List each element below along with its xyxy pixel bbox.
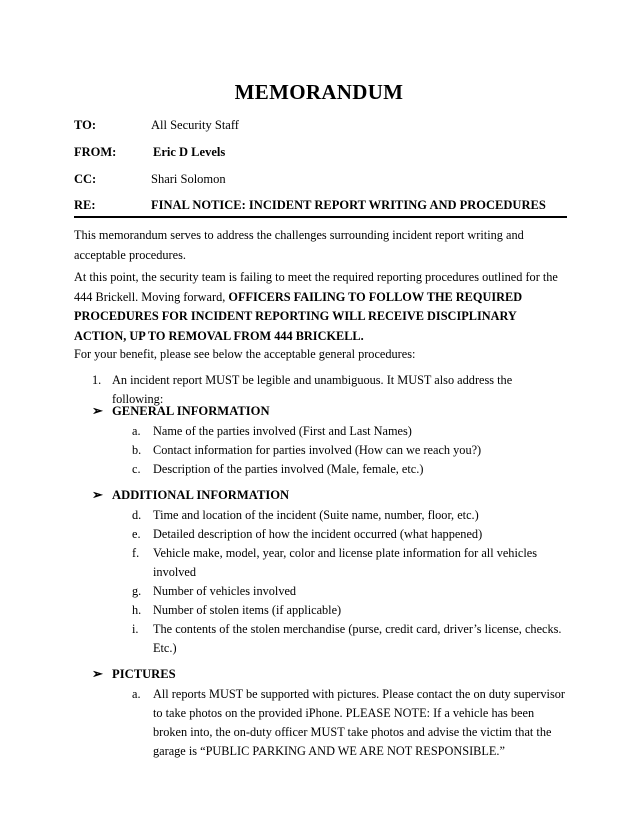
header-from	[74, 145, 574, 163]
header-cc-label: CC:	[74, 172, 97, 186]
list-item-text: All reports MUST be supported with pictures. Please contact the on duty supervisor to take photos on the provided iPhone. PLEASE NOTE: If a vehicle has been broken into, the on-duty officer MUST take photos and advise the victim that the garage is “PUBLIC PARKING AND WE ARE NOT RESPONSIBLE.”	[153, 687, 565, 758]
section-pictures-heading	[92, 666, 176, 684]
list-item-text: Name of the parties involved (First and Last Names)	[153, 424, 412, 438]
list-item-text: Number of stolen items (if applicable)	[153, 603, 342, 617]
list-item-letter: b.	[132, 443, 142, 457]
section-pictures-title: PICTURES	[112, 667, 176, 681]
header-re-value: FINAL NOTICE: INCIDENT REPORT WRITING AND PROCEDURES	[151, 198, 546, 212]
list-item-letter: h.	[132, 603, 142, 617]
section-general-title: GENERAL INFORMATION	[112, 404, 270, 418]
list-item-letter: i.	[132, 622, 139, 636]
arrow-bullet-icon: ➢	[92, 487, 103, 502]
notice-paragraph	[74, 268, 568, 346]
section-additional-heading	[92, 487, 289, 505]
header-to-value: All Security Staff	[151, 118, 239, 132]
header-re	[74, 198, 574, 216]
list-item-letter: a.	[132, 424, 141, 438]
list-item-text: Detailed description of how the incident occurred (what happened)	[153, 527, 483, 541]
arrow-bullet-icon: ➢	[92, 403, 103, 418]
arrow-bullet-icon: ➢	[92, 666, 103, 681]
list-item-letter: c.	[132, 462, 141, 476]
header-to	[74, 118, 574, 136]
list-item-text: Number of vehicles involved	[153, 584, 297, 598]
header-cc	[74, 172, 574, 190]
list-item-text: Description of the parties involved (Male, female, etc.)	[153, 462, 424, 476]
benefit-paragraph: For your benefit, please see below the acceptable general procedures:	[74, 347, 416, 361]
list-item-letter: e.	[132, 527, 141, 541]
list-item-letter: d.	[132, 508, 142, 522]
notice-plain-text: At this point, the security team is failing to meet the required reporting procedures outlined for the 444 Brickell. Moving forward,	[74, 270, 558, 304]
intro-paragraph: This memorandum serves to address the challenges surrounding incident report writing and acceptable procedures.	[74, 228, 524, 262]
list-item-letter: g.	[132, 584, 142, 598]
section-additional-title: ADDITIONAL INFORMATION	[112, 488, 290, 502]
list-item-letter: a.	[132, 687, 141, 701]
list-item-letter: f.	[132, 546, 140, 560]
header-from-label: FROM:	[74, 145, 117, 159]
list-item-text: Vehicle make, model, year, color and license plate information for all vehicles involved	[153, 546, 537, 579]
list-item-1-text: An incident report MUST be legible and unambiguous. It MUST also address the following:	[112, 373, 513, 406]
header-divider	[74, 216, 567, 218]
list-item-1-number: 1.	[92, 373, 102, 387]
header-to-label: TO:	[74, 118, 96, 132]
list-item-text: The contents of the stolen merchandise (purse, credit card, driver’s license, checks. Etc.)	[153, 622, 562, 655]
list-item-text: Time and location of the incident (Suite name, number, floor, etc.)	[153, 508, 479, 522]
header-from-value: Eric D Levels	[153, 145, 226, 159]
list-item-text: Contact information for parties involved (How can we reach you?)	[153, 443, 482, 457]
header-re-label: RE:	[74, 198, 96, 212]
header-cc-value: Shari Solomon	[151, 172, 226, 186]
memo-title: MEMORANDUM	[234, 80, 404, 104]
notice-bold-text: OFFICERS FAILING TO FOLLOW THE REQUIRED PROCEDURES FOR INCIDENT REPORTING WILL RECEIVE DISCIPLINARY ACTION, UP TO REMOVAL FROM 444 BRICKELL.	[74, 289, 523, 343]
section-general-heading	[92, 403, 270, 421]
